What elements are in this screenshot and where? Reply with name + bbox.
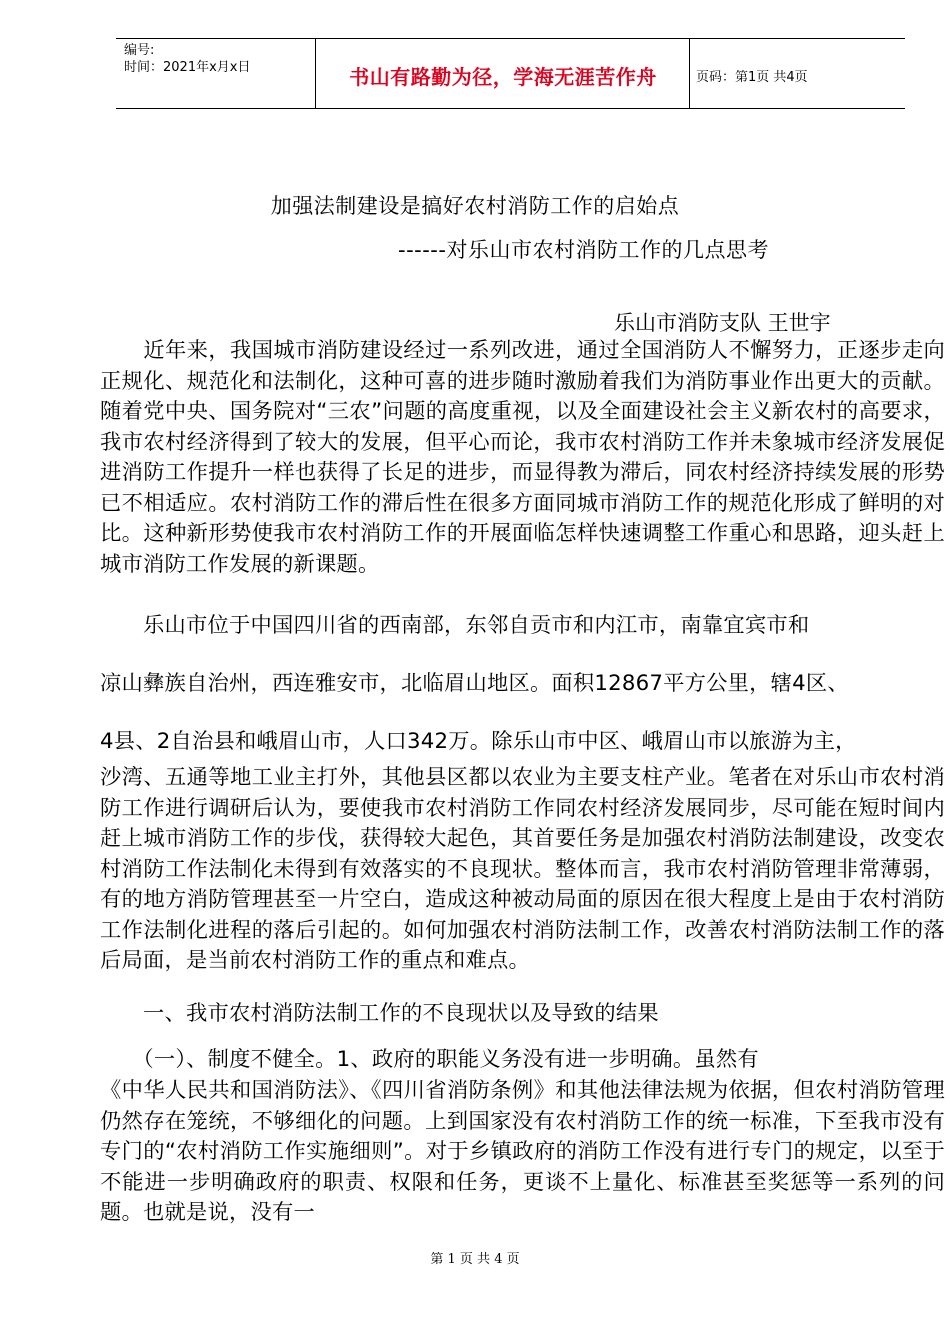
article-author: 乐山市消防支队 王世宇 (614, 311, 831, 335)
paragraph-regulation: 《中华人民共和国消防法》、《四川省消防条例》和其他法律法规为依据，但农村消防管理仍然存在笼统，不够细化的问题。上到国家没有农村消防工作的统一标准，下至我市没有专门的“农村消防工作实施细则”。对于乡镇政府的消防工作没有进行专门的规定，以至于不能进一步明确政府的职责、权限和任务，更谈不上量化、标准甚至奖惩等一系列的问题。也就是说，没有一 (100, 1078, 945, 1225)
article-title: 加强法制建设是搞好农村消防工作的启始点 (270, 194, 680, 218)
paragraph-geo-line-3: 4县、2自治县和峨眉山市，人口342万。除乐山市中区、峨眉山市以旅游为主， (100, 729, 857, 754)
number-label: 编号: (124, 43, 155, 58)
page-footer: 第 1 页 共 4 页 (430, 1252, 520, 1267)
document-header (116, 38, 905, 109)
subsection-heading-1: （一）、制度不健全。1、政府的职能义务没有进一步明确。虽然有 (100, 1047, 759, 1072)
time-label: 时间：2021年x月x日 (124, 60, 251, 75)
paragraph-intro: 近年来，我国城市消防建设经过一系列改进，通过全国消防人不懈努力，正逐步走向正规化、规范化和法制化，这种可喜的进步随时激励着我们为消防事业作出更大的贡献。随着党中央、国务院对“三农”问题的高度重视，以及全面建设社会主义新农村的高要求，我市农村经济得到了较大的发展，但平心而论，我市农村消防工作并未象城市经济发展促进消防工作提升一样也获得了长足的进步，而显得教为滞后，同农村经济持续发展的形势已不相适应。农村消防工作的滞后性在很多方面同城市消防工作的规范化形成了鲜明的对比。这种新形势使我市农村消防工作的开展面临怎样快速调整工作重心和思路，迎头赶上城市消防工作发展的新课题。 (100, 338, 945, 577)
paragraph-geo-line-1: 乐山市位于中国四川省的西南部，东邻自贡市和内江市，南靠宜宾市和 (100, 613, 810, 638)
header-meta (124, 42, 250, 76)
section-heading-1: 一、我市农村消防法制工作的不良现状以及导致的结果 (100, 1001, 659, 1026)
paragraph-analysis: 沙湾、五通等地工业主打外，其他县区都以农业为主要支柱产业。笔者在对乐山市农村消防工作进行调研后认为，要使我市农村消防工作同农村经济发展同步，尽可能在短时间内赶上城市消防工作的步伐，获得较大起色，其首要任务是加强农村消防法制建设，改变农村消防工作法制化未得到有效落实的不良现状。整体而言，我市农村消防管理非常薄弱，有的地方消防管理甚至一片空白，造成这种被动局面的原因在很大程度上是由于农村消防工作法制化进程的落后引起的。如何加强农村消防法制工作，改善农村消防法制工作的落后局面，是当前农村消防工作的重点和难点。 (100, 765, 945, 973)
header-page-info: 页码：第1页 共4页 (696, 70, 808, 85)
paragraph-geo-line-2: 凉山彝族自治州，西连雅安市，北临眉山地区。面积12867平方公里，辖4区、 (100, 671, 849, 696)
header-motto: 书山有路勤为径，学海无涯苦作舟 (349, 65, 657, 89)
article-subtitle: ------对乐山市农村消防工作的几点思考 (398, 238, 769, 262)
header-divider-right (689, 39, 690, 108)
